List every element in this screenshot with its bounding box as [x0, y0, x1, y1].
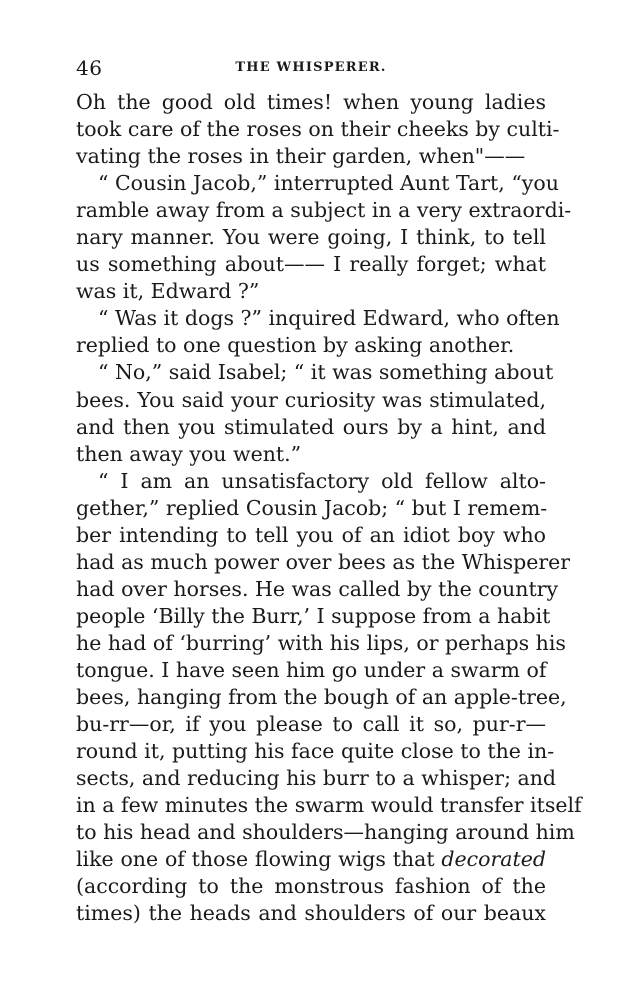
text-line: sects, and reducing his burr to a whisper; and: [76, 766, 557, 791]
running-head: [76, 56, 546, 80]
running-title: THE WHISPERER.: [235, 60, 387, 75]
text-line: “ Cousin Jacob,” interrupted Aunt Tart, “you: [98, 171, 559, 196]
text-line: then away you went.”: [76, 441, 302, 466]
text-line: bees, hanging from the bough of an apple-tree,: [76, 685, 567, 710]
text-line: (according to the monstrous fashion of the: [76, 874, 546, 899]
text-line: ber intending to tell you of an idiot boy who: [76, 522, 546, 547]
text-line: round it, putting his face quite close to the in-: [76, 739, 555, 764]
text-line: people ‘Billy the Burr,’ I suppose from a habit: [76, 603, 551, 628]
text-line: had over horses. He was called by the country: [76, 576, 559, 601]
text-line: had as much power over bees as the Whisperer: [76, 549, 571, 574]
text-line: gether,” replied Cousin Jacob; “ but I remem-: [76, 495, 548, 520]
text-line: was it, Edward ?”: [76, 279, 260, 304]
text-line: tongue. I have seen him go under a swarm of: [76, 657, 547, 682]
text-line: replied to one question by asking another.: [76, 333, 515, 358]
page-number: 46: [76, 56, 103, 80]
text-line: Oh the good old times! when young ladies: [76, 90, 546, 114]
text-line: he had of ‘burring’ with his lips, or perhaps his: [76, 630, 566, 655]
text-line: us something about—— I really forget; what: [76, 252, 546, 277]
text-line: times) the heads and shoulders of our beaux: [76, 901, 546, 926]
text-line: “ No,” said Isabel; “ it was something about: [98, 360, 554, 385]
text-line: and then you stimulated ours by a hint, and: [76, 414, 546, 439]
text-line: nary manner. You were going, I think, to tell: [76, 225, 546, 250]
text-line: vating the roses in their garden, when"——: [76, 144, 526, 169]
text-line: to his head and shoulders—hanging around him: [76, 820, 575, 845]
text-line: “ Was it dogs ?” inquired Edward, who often: [98, 306, 560, 331]
text-line: ramble away from a subject in a very extraordi-: [76, 198, 572, 223]
text-line: took care of the roses on their cheeks by culti-: [76, 117, 560, 142]
body-text: [76, 89, 582, 927]
text-line: in a few minutes the swarm would transfer itself: [76, 793, 582, 818]
italic-word: decorated: [441, 847, 546, 872]
text-line: bees. You said your curiosity was stimulated,: [76, 387, 546, 412]
text-line: bu-rr—or, if you please to call it so, pur-r—: [76, 712, 546, 737]
text-line: like one of those flowing wigs that decorated: [76, 847, 546, 872]
text-line: “ I am an unsatisfactory old fellow alto-: [98, 468, 546, 493]
